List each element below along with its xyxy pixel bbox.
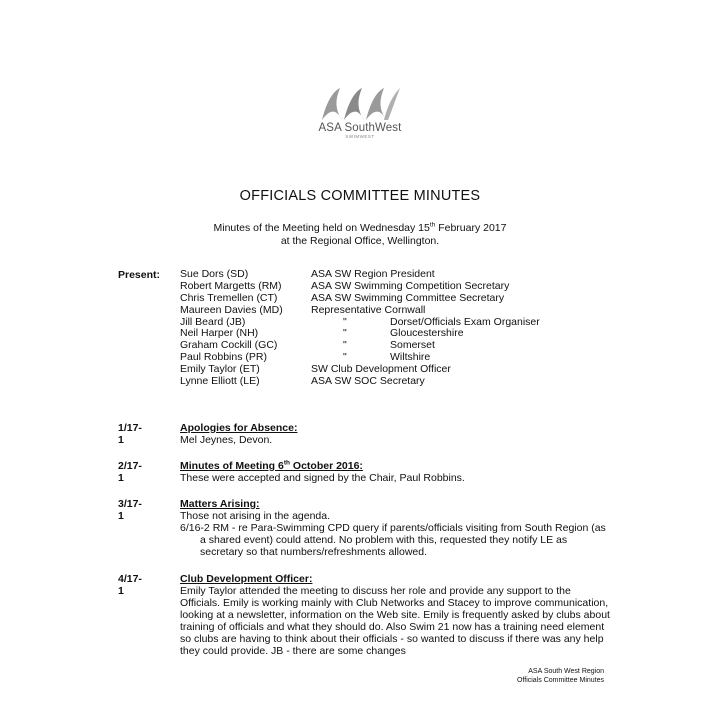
item-heading: Minutes of Meeting 6th October 2016:	[180, 459, 363, 472]
item-number: 3/17-1	[118, 498, 142, 522]
wave-logo-icon	[318, 84, 402, 124]
logo-name: ASA SouthWest	[318, 122, 402, 134]
item-text: These were accepted and signed by the Chair, Paul Robbins.	[180, 472, 465, 484]
page-footer	[517, 667, 604, 685]
logo-sub: SWIMWEST	[345, 134, 375, 139]
item-number: 2/17-1	[118, 460, 142, 484]
item-text: 6/16-2 RM - re Para-Swimming CPD query if parents/officials visiting from South Region (as a shared event) could attend. No problem with this, requested they notify LE as secretary so that numbers/refreshments allowed.	[180, 522, 606, 558]
meeting-info	[0, 222, 720, 248]
present-label: Present:	[118, 269, 161, 281]
item-text: Emily Taylor attended the meeting to discuss her role and provide any support to the Officials. Emily is working mainly with Club Networks and Stacey to improve communication, looking at a newsletter, information on the Web site. Emily is frequently asked by clubs about training of officials and what they should do. Also Swim 21 now has a training need element so clubs are having to think about their officials - so wanted to discuss if there was any help they could provide. JB - there are some changes	[180, 585, 610, 657]
item-number: 4/17-1	[118, 573, 142, 597]
meeting-date-line: Minutes of the Meeting held on Wednesday 15th February 2017	[213, 221, 507, 234]
footer-line: Officials Committee Minutes	[516, 677, 604, 684]
item-heading: Matters Arising:	[180, 498, 260, 510]
meeting-location-line: at the Regional Office, Wellington.	[280, 235, 440, 247]
item-text: Mel Jeynes, Devon.	[180, 434, 273, 446]
document-page: ASA SouthWest SWIMWEST OFFICIALS COMMITTEE MINUTES Minutes of the Meeting held on Wednesday 15th February 2017 at the Regional Office, Wellington. Present: Sue Dors (SD) ASA SW Region President Robert Margetts (RM) ASA SW Swimming Competition Secretary Chris Tremellen (CT) ASA SW Swimming Committee Secretary Maureen Davies (MD) Representative Cornwall Jill Beard (JB) " Dorset/Officials Exam Organiser Neil Harper (NH) " Gloucestershire Graham Cockill (GC) " Somerset Paul Robbins (PR) " Wiltshire Emily Taylor (ET) SW Club Development Officer Lynne Elliott (LE) ASA SW SOC Secretary 1/17-1 Apologies for Absence: Mel Jeynes, Devon. 2/17-1 Minutes of Meeting 6th October 2016: These were accepted and signed by the Chair, Paul Robbins. 3/17-1 Matters Arising: Those not arising in the agenda. 6/16-2 RM - re Para-Swimming CPD query if parents/officials visiting from South Region (as a shared event) could attend. No problem with this, requested they notify LE as secretary so that numbers/refreshments allowed. 4/17-1 Club Development Officer: Emily Taylor attended the meeting to discuss her role and provide any support to the Officials. Emily is working mainly with Club Networks and Stacey to improve communication, looking at a newsletter, information on the Web site. Emily is frequently asked by clubs about training of officials and what they should do. Also Swim 21 now has a training need element so clubs are having to think about their officials - so wanted to discuss if there was any help they could provide. JB - there are some changes ASA South West Region Officials Committee Minutes	[0, 0, 720, 720]
item-text: Those not arising in the agenda.	[180, 510, 331, 522]
item-heading: Apologies for Absence:	[180, 422, 298, 434]
asa-southwest-logo	[310, 84, 410, 154]
footer-line: ASA South West Region	[528, 668, 604, 675]
item-number: 1/17-1	[118, 422, 142, 446]
document-title: OFFICIALS COMMITTEE MINUTES	[239, 188, 481, 204]
item-heading: Club Development Officer:	[180, 573, 313, 585]
